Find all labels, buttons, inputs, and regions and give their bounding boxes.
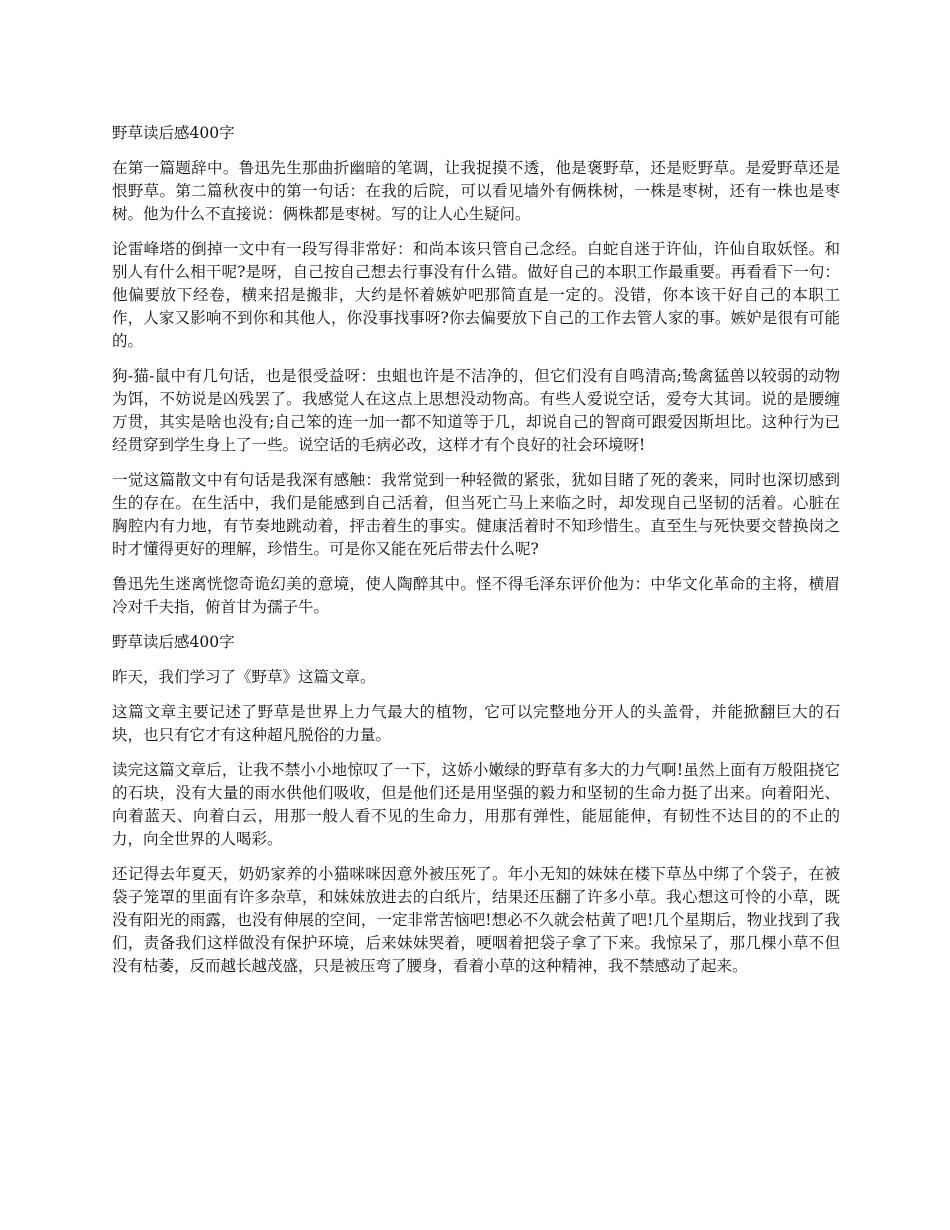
paragraph: 一觉这篇散文中有句话是我深有感触：我常觉到一种轻微的紧张，犹如目睹了死的袭来，同时也深切感到生的存在。在生活中，我们是能感到自己活着，但当死亡马上来临之时，却发现自己坚韧的活着。心脏在胸腔内有力地，有节奏地跳动着，抨击着生的事实。健康活着时不知珍惜生。直至生与死快要交替换岗之时才懂得更好的理解，珍惜生。可是你又能在死后带去什么呢? [112,471,840,558]
paragraph: 论雷峰塔的倒掉一文中有一段写得非常好：和尚本该只管自己念经。白蛇自迷于许仙，许仙自取妖怪。和别人有什么相干呢?是呀，自己按自己想去行事没有什么错。做好自己的本职工作最重要。再看看下一句：他偏要放下经卷，横来招是搬非，大约是怀着嫉妒吧那简直是一定的。没错，你本该干好自己的本职工作，人家又影响不到你和其他人，你没事找事呀?你去偏要放下自己的工作去管人家的事。嫉妒是很有可能的。 [112,240,840,350]
paragraph: 读完这篇文章后，让我不禁小小地惊叹了一下，这娇小嫩绿的野草有多大的力气啊!虽然上面有万般阻挠它的石块，没有大量的雨水供他们吸收，但是他们还是用坚强的毅力和坚韧的生命力挺了出来。向着阳光、向着蓝天、向着白云，用那一般人看不见的生命力，用那有弹性，能屈能伸，有韧性不达目的的不止的力，向全世界的人喝彩。 [112,761,840,848]
paragraph: 在第一篇题辞中。鲁迅先生那曲折幽暗的笔调，让我捉摸不透，他是褒野草，还是贬野草。是爱野草还是恨野草。第二篇秋夜中的第一句话：在我的后院，可以看见墙外有俩株树，一株是枣树，还有一株也是枣树。他为什么不直接说：俩株都是枣树。写的让人心生疑问。 [112,159,840,223]
paragraph: 这篇文章主要记述了野草是世界上力气最大的植物，它可以完整地分开人的头盖骨，并能掀翻巨大的石块，也只有它才有这种超凡脱俗的力量。 [112,703,840,744]
section-title: 野草读后感400字 [112,633,235,651]
document-body [112,122,840,990]
paragraph: 鲁迅先生迷离恍惚奇诡幻美的意境，使人陶醉其中。怪不得毛泽东评价他为：中华文化革命的主将，横眉冷对千夫指，俯首甘为孺子牛。 [112,575,840,616]
paragraph: 还记得去年夏天，奶奶家养的小猫咪咪因意外被压死了。年小无知的妹妹在楼下草丛中绑了个袋子，在被袋子笼罩的里面有许多杂草，和妹妹放进去的白纸片，结果还压翻了许多小草。我心想这可怜的小草，既没有阳光的雨露，也没有伸展的空间，一定非常苦恼吧!想必不久就会枯黄了吧!几个星期后，物业找到了我们，责备我们这样做没有保护环境，后来妹妹哭着，哽咽着把袋子拿了下来。我惊呆了，那几棵小草不但没有枯萎，反而越长越茂盛，只是被压弯了腰身，看着小草的这种精神，我不禁感动了起来。 [112,865,840,975]
paragraph: 狗-猫-鼠中有几句话，也是很受益呀：虫蛆也许是不洁净的，但它们没有自鸣清高;鸷禽猛兽以较弱的动物为饵，不妨说是凶残罢了。我感觉人在这点上思想没动物高。有些人爱说空话，爱夸大其词。说的是腰缠万贯，其实是啥也没有;自己笨的连一加一都不知道等于几，却说自己的智商可跟爱因斯坦比。这种行为已经贯穿到学生身上了一些。说空话的毛病必改，这样才有个良好的社会环境呀! [112,367,840,454]
paragraph: 昨天，我们学习了《野草》这篇文章。 [112,668,376,686]
document-title: 野草读后感400字 [112,124,235,142]
